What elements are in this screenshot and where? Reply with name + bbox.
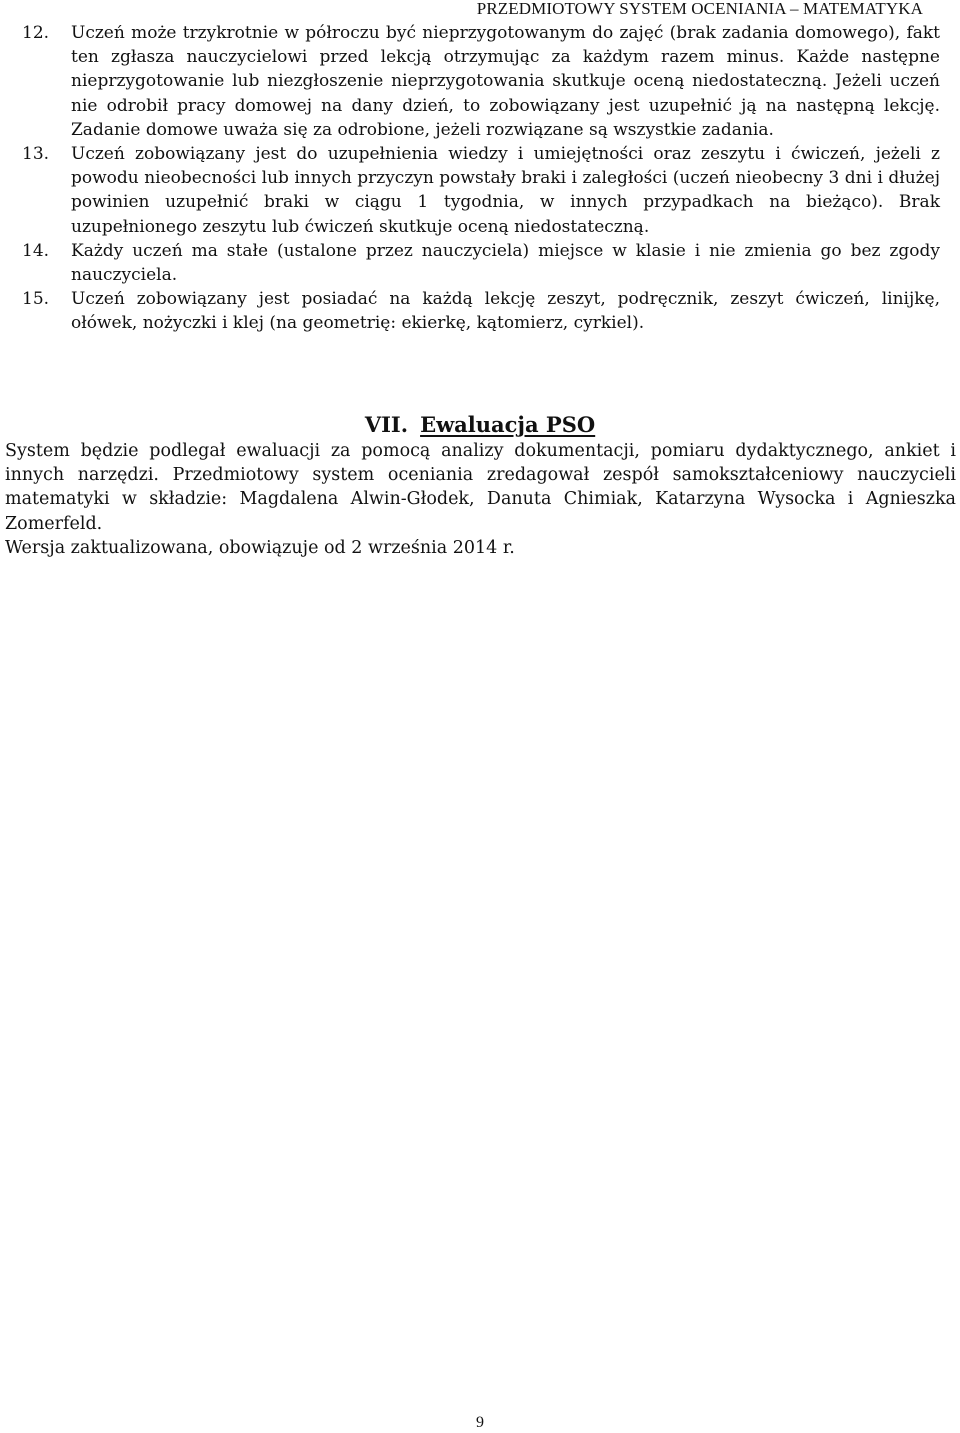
running-header: PRZEDMIOTOWY SYSTEM OCENIANIA – MATEMATYKA: [476, 0, 923, 18]
page-number: 9: [476, 1414, 484, 1431]
list-item-number: 14.: [22, 240, 50, 261]
list-item: [22, 287, 940, 335]
list-item-text: Uczeń może trzykrotnie w półroczu być nieprzygotowanym do zajęć (brak zadania domowego), fakt ten zgłasza nauczycielowi przed lekcją otrzymując za każdym razem minus. Każde następne nieprzygotowanie lub niezgłoszenie nieprzygotowania skutkuje oceną niedostateczną. Jeżeli uczeń nie odrobił pracy domowej na dany dzień, to zobowiązany jest uzupełnić ją na następną lekcję. Zadanie domowe uważa się za odrobione, jeżeli rozwiązane są wszystkie zadania.: [71, 23, 940, 140]
evaluation-paragraph: System będzie podlegał ewaluacji za pomocą analizy dokumentacji, pomiaru dydaktycznego, ankiet i innych narzędzi. Przedmiotowy system oceniania zredagował zespół samokształceniowy nauczycieli matematyki w składzie: Magdalena Alwin-Głodek, Danuta Chimiak, Katarzyna Wysocka i Agnieszka Zomerfeld.: [5, 441, 956, 534]
section-number: VII.: [364, 412, 409, 437]
list-item-text: Uczeń zobowiązany jest do uzupełnienia wiedzy i umiejętności oraz zeszytu i ćwiczeń, jeżeli z powodu nieobecności lub innych przyczyn powstały braki i zaległości (uczeń nieobecny 3 dni i dłużej powinien uzupełnić braki w ciągu 1 tygodnia, w innych przypadkach na bieżąco). Brak uzupełnionego zeszytu lub ćwiczeń skutkuje oceną niedostateczną.: [71, 144, 940, 237]
section-heading: [0, 412, 960, 438]
list-item: [22, 142, 940, 239]
list-item-text: Każdy uczeń ma stałe (ustalone przez nauczyciela) miejsce w klasie i nie zmienia go bez zgody nauczyciela.: [71, 240, 940, 286]
section-title: Ewaluacja PSO: [420, 412, 596, 437]
list-item: [22, 21, 940, 142]
list-item-number: 15.: [22, 289, 50, 310]
list-item-number: 12.: [22, 23, 50, 43]
rules-list: [22, 21, 940, 336]
list-item-number: 13.: [22, 144, 50, 165]
version-note: Wersja zaktualizowana, obowiązuje od 2 września 2014 r.: [5, 538, 515, 558]
list-item-text: Uczeń zobowiązany jest posiadać na każdą lekcję zeszyt, podręcznik, zeszyt ćwiczeń, linijkę, ołówek, nożyczki i klej (na geometrię: ekierkę, kątomierz, cyrkiel).: [71, 289, 940, 334]
list-item: [22, 239, 940, 287]
